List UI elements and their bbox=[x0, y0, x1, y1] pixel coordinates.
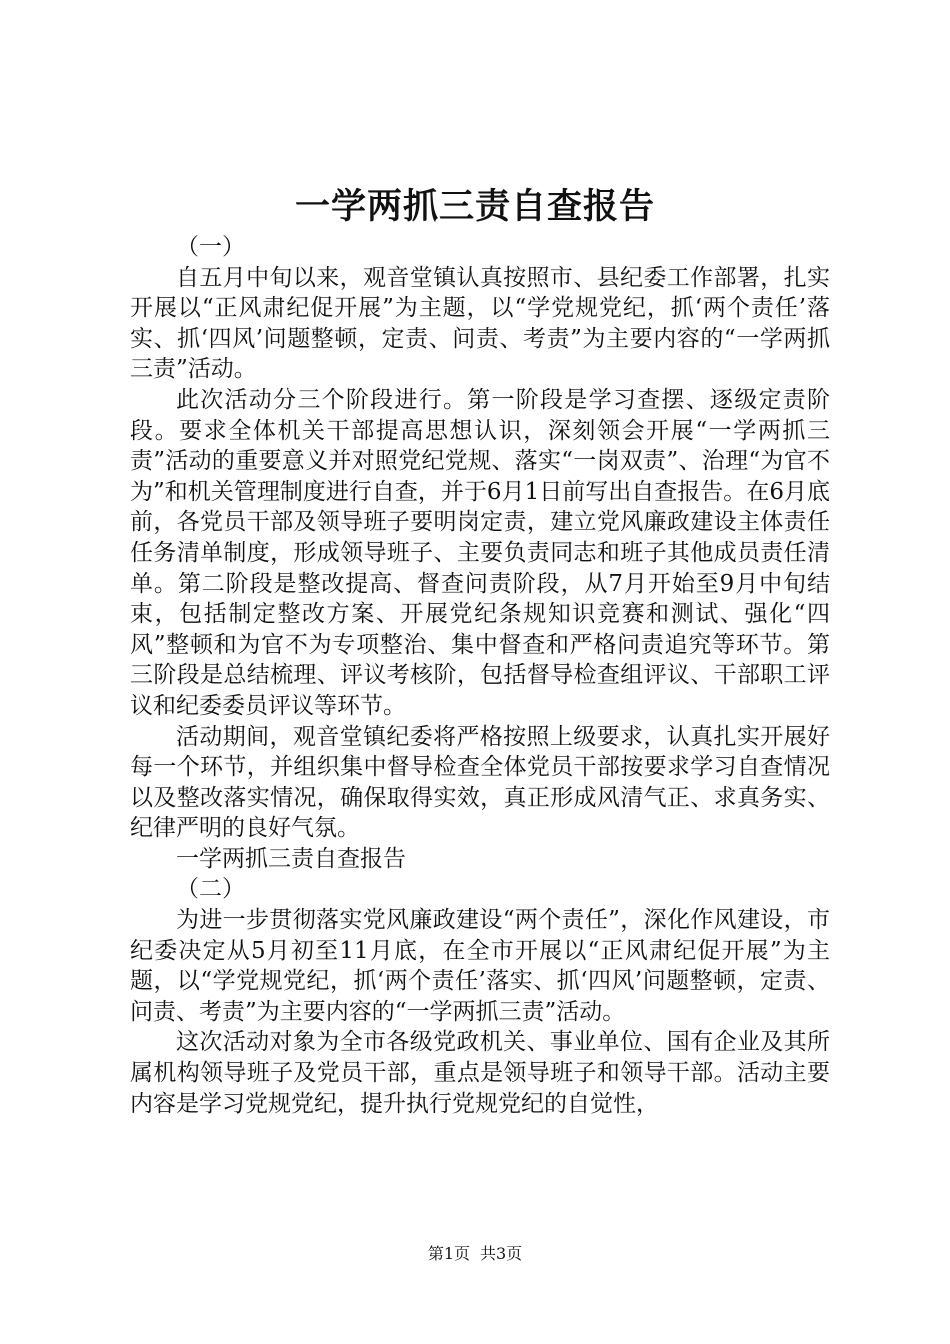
page-number: 第1页 bbox=[427, 1244, 470, 1263]
section-marker-1: （一） bbox=[176, 234, 245, 260]
section-marker-2: （二） bbox=[176, 876, 245, 903]
document-title: 一学两抓三责自查报告 bbox=[294, 186, 655, 227]
page-total: 共3页 bbox=[480, 1244, 523, 1263]
page-footer bbox=[0, 1243, 950, 1265]
paragraph: 此次活动分三个阶段进行。第一阶段是学习查摆、逐级定责阶段。要求全体机关干部提高思想认识，深刻领会开展“一学两抓三责”活动的重要意义并对照党纪党规、落实“一岗双责”、治理“为官不为”和机关管理制度进行自查，并于6月1日前写出自查报告。在6月底前，各党员干部及领导班子要明岗定责，建立党风廉政建设主体责任任务清单制度，形成领导班子、主要负责同志和班子其他成员责任清单。第二阶段是整改提高、督查问责阶段，从7月开始至9月中旬结束，包括制定整改方案、开展党纪条规知识竞赛和测试、强化“四风”整顿和为官不为专项整治、集中督查和严格问责追究等环节。第三阶段是总结梳理、评议考核阶，包括督导检查组评议、干部职工评议和纪委委员评议等环节。 bbox=[130, 386, 830, 719]
paragraph: 为进一步贯彻落实党风廉政建设“两个责任”，深化作风建设，市纪委决定从5月初至11月底，在全市开展以“正风肃纪促开展”为主题，以“学党规党纪，抓‘两个责任’落实、抓‘四风’问题整顿，定责、问责、考责”为主要内容的“一学两抓三责”活动。 bbox=[130, 907, 830, 1025]
paragraph: 自五月中旬以来，观音堂镇认真按照市、县纪委工作部署，扎实开展以“正风肃纪促开展”为主题，以“学党规党纪，抓‘两个责任’落实、抓‘四风’问题整顿，定责、问责、考责”为主要内容的“一学两抓三责”活动。 bbox=[130, 264, 830, 383]
paragraph: 这次活动对象为全市各级党政机关、事业单位、国有企业及其所属机构领导班子及党员干部，重点是领导班子和领导干部。活动主要内容是学习党规党纪，提升执行党规党纪的自觉性， bbox=[130, 1029, 830, 1117]
paragraph: 活动期间，观音堂镇纪委将严格按照上级要求，认真扎实开展好每一个环节，并组织集中督导检查全体党员干部按要求学习自查情况以及整改落实情况，确保取得实效，真正形成风清气正、求真务实、纪律严明的良好气氛。 bbox=[130, 723, 830, 842]
section-subtitle: 一学两抓三责自查报告 bbox=[176, 845, 406, 872]
document-body bbox=[130, 232, 830, 1119]
